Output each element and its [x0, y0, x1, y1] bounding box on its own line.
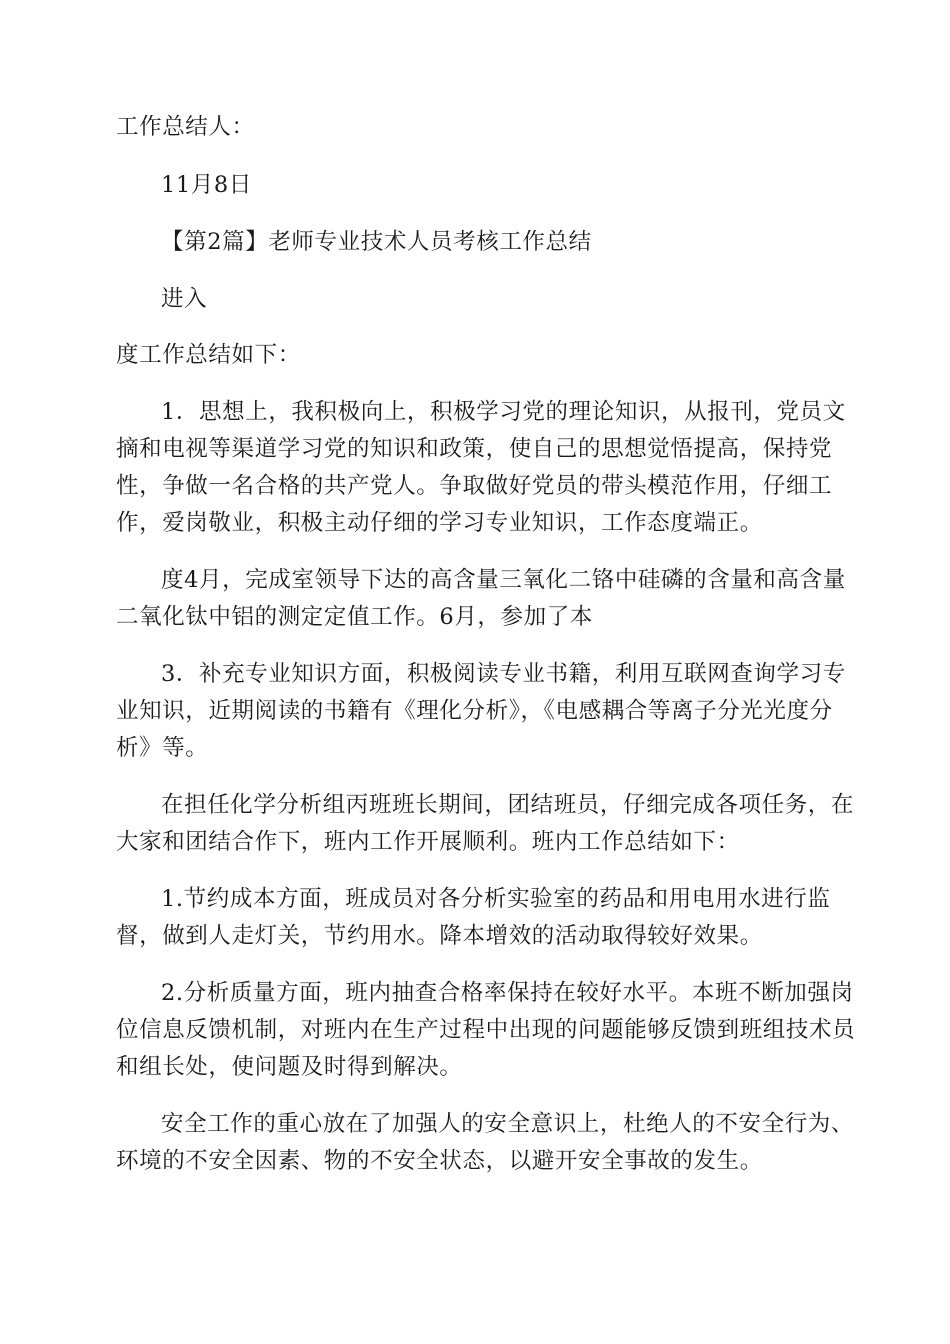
paragraph-1-line-1: 1．思想上，我积极向上，积极学习党的理论知识，从报刊，党员文 [161, 399, 846, 425]
paragraph-7-line-2: 环境的不安全因素、物的不安全状态，以避开安全事故的发生。 [116, 1148, 763, 1174]
date-line: 11月8日 [161, 172, 252, 198]
paragraph-2-line-2: 二氧化钛中铝的测定定值工作。6月，参加了本 [116, 604, 593, 630]
paragraph-4-line-1: 在担任化学分析组丙班班长期间，团结班员，仔细完成各项任务，在 [161, 792, 855, 818]
paragraph-3-line-2: 业知识，近期阅读的书籍有《理化分析》，《电感耦合等离子分光光度分 [116, 698, 833, 724]
author-line: 工作总结人： [116, 114, 255, 140]
paragraph-3-line-1: 3．补充专业知识方面，积极阅读专业书籍，利用互联网查询学习专 [161, 661, 846, 687]
paragraph-1-line-3: 性，争做一名合格的共产党人。争取做好党员的带头模范作用，仔细工 [116, 473, 833, 499]
paragraph-6-line-1: 2.分析质量方面，班内抽查合格率保持在较好水平。本班不断加强岗 [161, 980, 854, 1006]
paragraph-4-line-2: 大家和团结合作下，班内工作开展顺利。班内工作总结如下： [116, 829, 740, 855]
intro-fragment: 进入 [161, 286, 208, 312]
intro-line: 度工作总结如下： [116, 342, 301, 368]
paragraph-5-line-1: 1.节约成本方面，班成员对各分析实验室的药品和用电用水进行监 [161, 886, 831, 912]
paragraph-7-line-1: 安全工作的重心放在了加强人的安全意识上，杜绝人的不安全行为、 [161, 1111, 855, 1137]
paragraph-1-line-2: 摘和电视等渠道学习党的知识和政策，使自己的思想觉悟提高，保持党 [116, 436, 833, 462]
paragraph-1-line-4: 作，爱岗敬业，积极主动仔细的学习专业知识，工作态度端正。 [116, 510, 763, 536]
paragraph-6-line-2: 位信息反馈机制，对班内在生产过程中出现的问题能够反馈到班组技术员 [116, 1017, 856, 1043]
paragraph-2-line-1: 度4月，完成室领导下达的高含量三氧化二铬中硅磷的含量和高含量 [161, 567, 846, 593]
paragraph-5-line-2: 督，做到人走灯关，节约用水。降本增效的活动取得较好效果。 [116, 923, 763, 949]
paragraph-6-line-3: 和组长处，使问题及时得到解决。 [116, 1054, 463, 1080]
paragraph-3-line-3: 析》等。 [116, 735, 209, 761]
article-title: 【第2篇】老师专业技术人员考核工作总结 [161, 229, 592, 255]
